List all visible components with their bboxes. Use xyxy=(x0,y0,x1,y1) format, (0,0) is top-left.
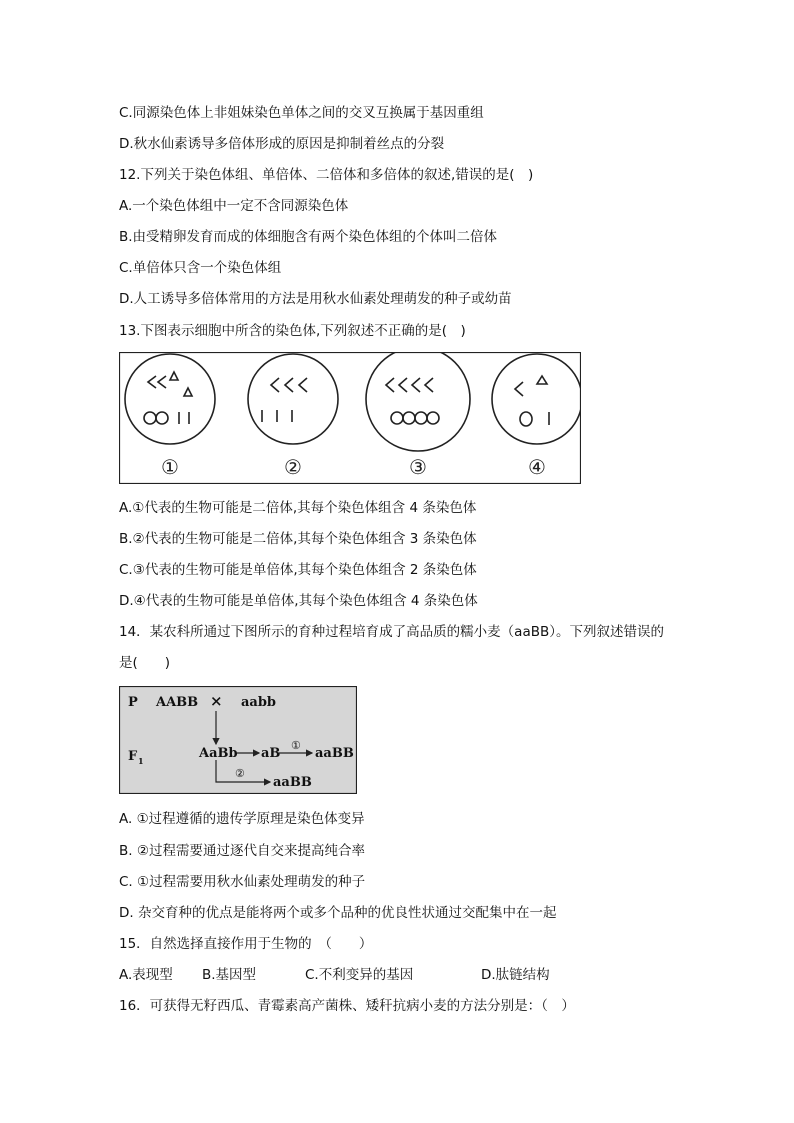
product-2: aaBB xyxy=(273,775,312,790)
step-2-label: ② xyxy=(235,767,245,780)
q14-option-d: D. 杂交育种的优点是能将两个或多个品种的优良性状通过交配集中在一起 xyxy=(119,905,557,921)
question-14: 14．某农科所通过下图所示的育种过程培育成了高品质的糯小麦（aaBB）。下列叙述错误的 xyxy=(119,624,664,640)
text-line: D.秋水仙素诱导多倍体形成的原因是抑制着丝点的分裂 xyxy=(119,136,445,152)
f1-subscript: 1 xyxy=(138,756,144,766)
q13-option-b: B.②代表的生物可能是二倍体,其每个染色体组含 3 条染色体 xyxy=(119,531,477,547)
q15-option-a: A.表现型 xyxy=(119,967,173,983)
gamete: aB xyxy=(261,746,281,761)
q13-option-c: C.③代表的生物可能是单倍体,其每个染色体组含 2 条染色体 xyxy=(119,562,477,578)
q13-option-d: D.④代表的生物可能是单倍体,其每个染色体组含 4 条染色体 xyxy=(119,593,478,609)
label-4: ④ xyxy=(528,455,546,479)
question-13: 13.下图表示细胞中所含的染色体,下列叙述不正确的是( ) xyxy=(119,323,466,339)
q12-option-c: C.单倍体只含一个染色体组 xyxy=(119,260,282,276)
q15-option-d: D.肽链结构 xyxy=(481,967,550,983)
question-14-cont: 是( ) xyxy=(119,655,171,671)
label-3: ③ xyxy=(409,455,427,479)
q15-option-c: C.不利变异的基因 xyxy=(305,967,414,983)
chromosome-figure xyxy=(119,352,581,484)
question-15: 15．自然选择直接作用于生物的 （ ） xyxy=(119,936,373,952)
q15-option-b: B.基因型 xyxy=(202,967,257,983)
f1-label: F xyxy=(128,749,138,764)
cross-symbol: × xyxy=(210,692,223,710)
label-1: ① xyxy=(161,455,179,479)
q14-option-a: A. ①过程遵循的遗传学原理是染色体变异 xyxy=(119,811,365,827)
q12-option-a: A.一个染色体组中一定不含同源染色体 xyxy=(119,198,349,214)
parent-2: aabb xyxy=(241,695,277,710)
q12-option-b: B.由受精卵发育而成的体细胞含有两个染色体组的个体叫二倍体 xyxy=(119,229,498,245)
q13-option-a: A.①代表的生物可能是二倍体,其每个染色体组含 4 条染色体 xyxy=(119,500,477,516)
p-label: P xyxy=(128,695,138,710)
question-16: 16．可获得无籽西瓜、青霉素高产菌株、矮秆抗病小麦的方法分别是：（ ） xyxy=(119,998,575,1014)
q14-option-c: C. ①过程需要用秋水仙素处理萌发的种子 xyxy=(119,874,366,890)
product-1: aaBB xyxy=(315,746,354,761)
q14-option-b: B. ②过程需要通过逐代自交来提高纯合率 xyxy=(119,843,365,859)
step-1-label: ① xyxy=(291,739,301,752)
parent-1: AABB xyxy=(156,695,199,710)
text-line: C.同源染色体上非姐妹染色单体之间的交叉互换属于基因重组 xyxy=(119,105,484,121)
f1-genotype: AaBb xyxy=(199,746,238,761)
label-2: ② xyxy=(284,455,302,479)
breeding-diagram xyxy=(119,686,357,794)
q12-option-d: D.人工诱导多倍体常用的方法是用秋水仙素处理萌发的种子或幼苗 xyxy=(119,291,512,307)
q15-options xyxy=(119,966,550,984)
question-12: 12.下列关于染色体组、单倍体、二倍体和多倍体的叙述,错误的是( ) xyxy=(119,167,534,183)
